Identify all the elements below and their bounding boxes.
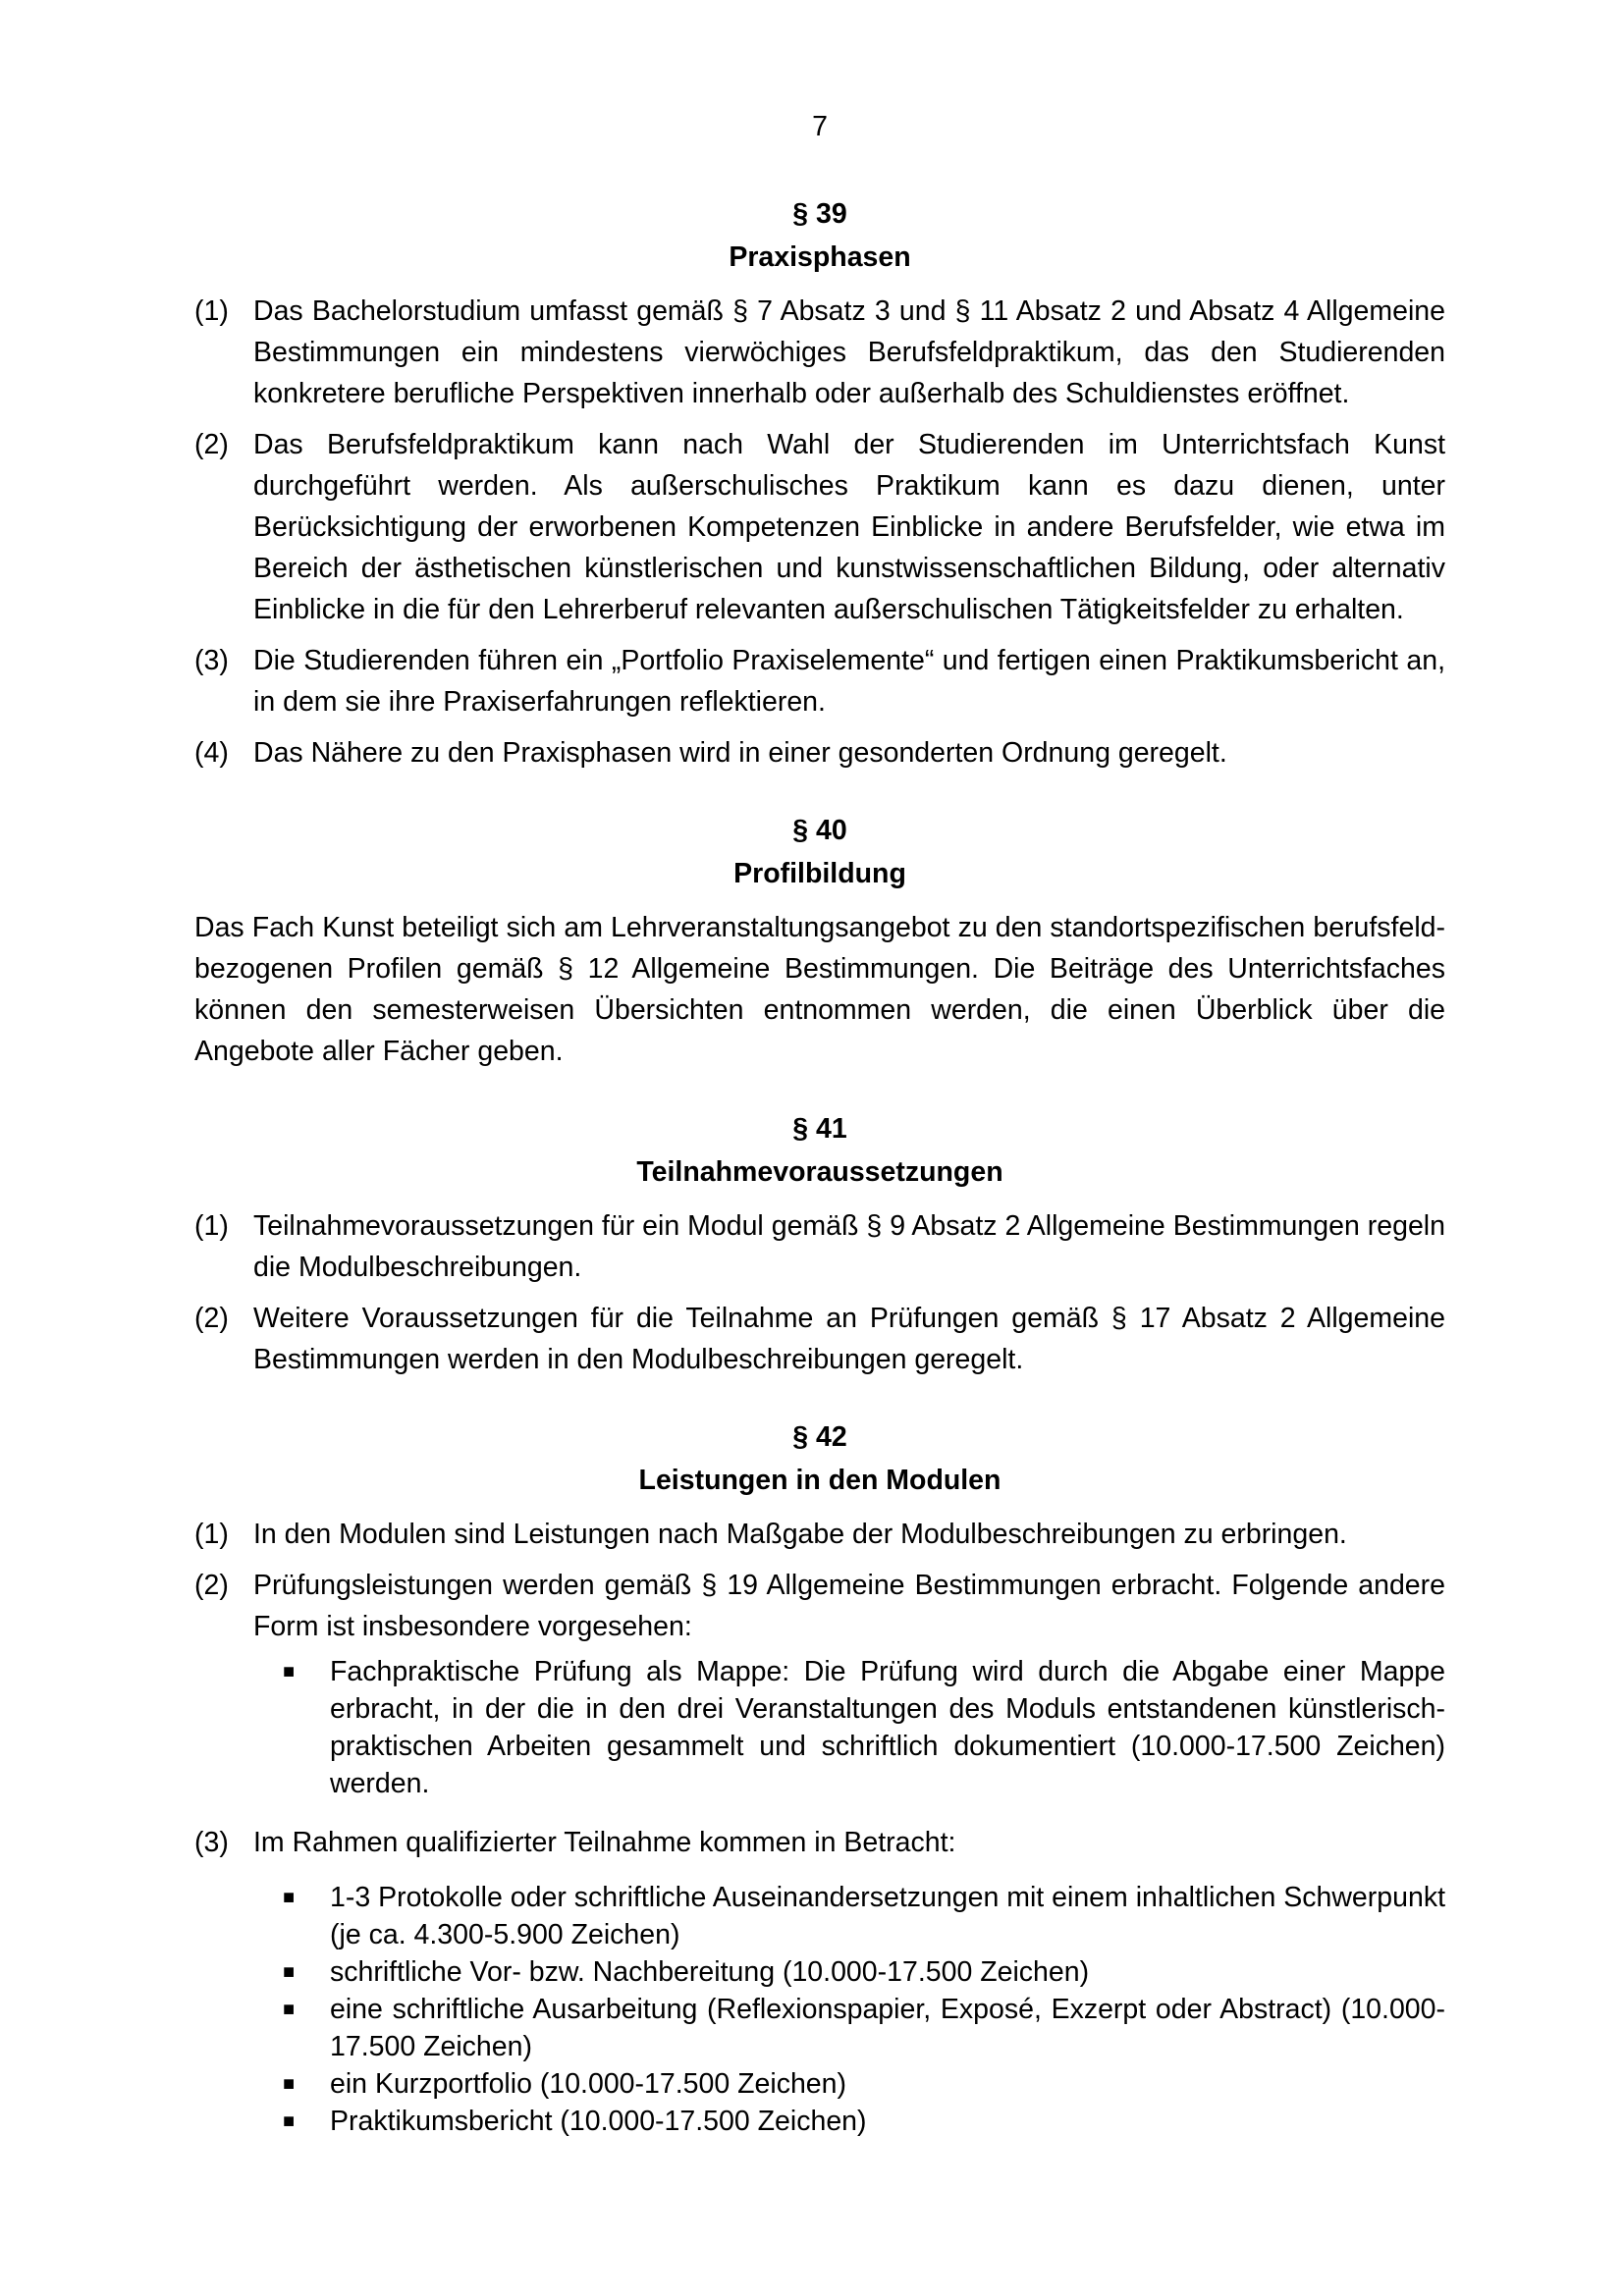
list-item xyxy=(194,424,1445,630)
bullet-text: eine schriftliche Ausarbeitung (Reflexionspapier, Exposé, Exzerpt oder Abstract) (10.000-17.500 Zeichen) xyxy=(330,1994,1445,2062)
section-42 xyxy=(194,1415,1445,2140)
list-item xyxy=(194,732,1445,774)
section-heading xyxy=(194,1107,1445,1194)
section-number: § 42 xyxy=(792,1421,847,1453)
bullet-item xyxy=(253,2065,1445,2103)
bullet-item xyxy=(253,1879,1445,1953)
section-paragraph: Das Fach Kunst beteiligt sich am Lehrveranstaltungsangebot zu den standortspezifischen berufsfeld-bezogenen Profilen gemäß § 12 Allgemeine Bestimmungen. Die Beiträge des Unterrichtsfaches können den semesterweisen Übersichten entnommen werden, die einen Überblick über die Angebote aller Fächer geben. xyxy=(194,912,1445,1067)
list-item xyxy=(194,1298,1445,1380)
item-content xyxy=(253,1565,1445,1802)
item-text: In den Modulen sind Leistungen nach Maßgabe der Modulbeschreibungen zu erbringen. xyxy=(253,1519,1347,1550)
item-number: (2) xyxy=(194,429,229,460)
section-title: Profilbildung xyxy=(733,858,906,889)
section-heading xyxy=(194,809,1445,895)
square-bullet-icon: ■ xyxy=(283,2073,296,2095)
item-content xyxy=(253,1822,1445,2140)
item-text: Weitere Voraussetzungen für die Teilnahme an Prüfungen gemäß § 17 Absatz 2 Allgemeine Bestimmungen werden in den Modulbeschreibungen geregelt. xyxy=(253,1303,1445,1375)
item-text: Das Bachelorstudium umfasst gemäß § 7 Absatz 3 und § 11 Absatz 2 und Absatz 4 Allgemeine Bestimmungen ein mindestens vierwöchiges Berufsfeldpraktikum, das den Studierenden konkretere berufliche Perspektiven innerhalb oder außerhalb des Schuldienstes eröffnet. xyxy=(253,295,1445,409)
list-item xyxy=(194,1514,1445,1555)
list-item xyxy=(194,640,1445,722)
item-text: Das Nähere zu den Praxisphasen wird in einer gesonderten Ordnung geregelt. xyxy=(253,737,1227,769)
section-39 xyxy=(194,192,1445,774)
bullet-text: Praktikumsbericht (10.000-17.500 Zeichen) xyxy=(330,2106,867,2137)
section-40 xyxy=(194,809,1445,1072)
bullet-item xyxy=(253,2103,1445,2140)
item-number: (2) xyxy=(194,1570,229,1601)
section-41 xyxy=(194,1107,1445,1380)
bullet-text: ein Kurzportfolio (10.000-17.500 Zeichen) xyxy=(330,2068,846,2100)
section-number: § 40 xyxy=(792,815,847,846)
section-title: Praxisphasen xyxy=(729,241,911,273)
square-bullet-icon: ■ xyxy=(283,1999,296,2020)
item-text: Die Studierenden führen ein „Portfolio Praxiselemente“ und fertigen einen Praktikumsbericht an, in dem sie ihre Praxiserfahrungen reflektieren. xyxy=(253,645,1445,718)
square-bullet-icon: ■ xyxy=(283,1887,296,1908)
item-number: (1) xyxy=(194,1210,229,1242)
page-number: 7 xyxy=(812,111,828,142)
item-number: (3) xyxy=(194,1827,229,1858)
section-number: § 39 xyxy=(792,198,847,230)
document-page xyxy=(194,106,1445,2175)
bullet-text: 1-3 Protokolle oder schriftliche Auseinandersetzungen mit einem inhaltlichen Schwerpunkt (je ca. 4.300-5.900 Zeichen) xyxy=(330,1882,1445,1950)
square-bullet-icon: ■ xyxy=(283,1961,296,1983)
item-number: (1) xyxy=(194,295,229,327)
bullet-text: schriftliche Vor- bzw. Nachbereitung (10.000-17.500 Zeichen) xyxy=(330,1956,1090,1988)
list-item xyxy=(194,1565,1445,1802)
list-item xyxy=(194,1205,1445,1288)
section-heading xyxy=(194,192,1445,279)
section-title: Leistungen in den Modulen xyxy=(638,1465,1001,1496)
item-number: (3) xyxy=(194,645,229,676)
item-number: (4) xyxy=(194,737,229,769)
section-number: § 41 xyxy=(792,1113,847,1145)
item-text: Das Berufsfeldpraktikum kann nach Wahl der Studierenden im Unterrichtsfach Kunst durchgeführt werden. Als außerschulisches Praktikum kann es dazu dienen, unter Berücksichtigung der erworbenen Kompetenzen Einblicke in andere Berufsfelder, wie etwa im Bereich der ästhetischen künstlerischen und kunstwissenschaftlichen Bildung, oder alternativ Einblicke in die für den Lehrerberuf relevanten außerschulischen Tätigkeitsfelder zu erhalten. xyxy=(253,429,1445,625)
item-text: Teilnahmevoraussetzungen für ein Modul gemäß § 9 Absatz 2 Allgemeine Bestimmungen regeln die Modulbeschreibungen. xyxy=(253,1210,1445,1283)
item-text: Prüfungsleistungen werden gemäß § 19 Allgemeine Bestimmungen erbracht. Folgende andere Form ist insbesondere vorgesehen: xyxy=(253,1570,1445,1642)
square-bullet-icon: ■ xyxy=(283,2110,296,2132)
item-number: (1) xyxy=(194,1519,229,1550)
bullet-item xyxy=(253,1953,1445,1991)
list-item xyxy=(194,291,1445,414)
square-bullet-icon: ■ xyxy=(283,1661,296,1682)
section-heading xyxy=(194,1415,1445,1502)
bullet-list xyxy=(253,1653,1445,1802)
bullet-item xyxy=(253,1653,1445,1802)
list-item xyxy=(194,1822,1445,2140)
item-number: (2) xyxy=(194,1303,229,1334)
bullet-text: Fachpraktische Prüfung als Mappe: Die Prüfung wird durch die Abgabe einer Mappe erbracht, in der die in den drei Veranstaltungen des Moduls entstandenen künstlerisch-praktischen Arbeiten gesammelt und schriftlich dokumentiert (10.000-17.500 Zeichen) werden. xyxy=(330,1656,1445,1799)
item-text: Im Rahmen qualifizierter Teilnahme kommen in Betracht: xyxy=(253,1827,956,1858)
bullet-item xyxy=(253,1991,1445,2065)
bullet-list xyxy=(253,1879,1445,2140)
section-title: Teilnahmevoraussetzungen xyxy=(636,1156,1003,1188)
